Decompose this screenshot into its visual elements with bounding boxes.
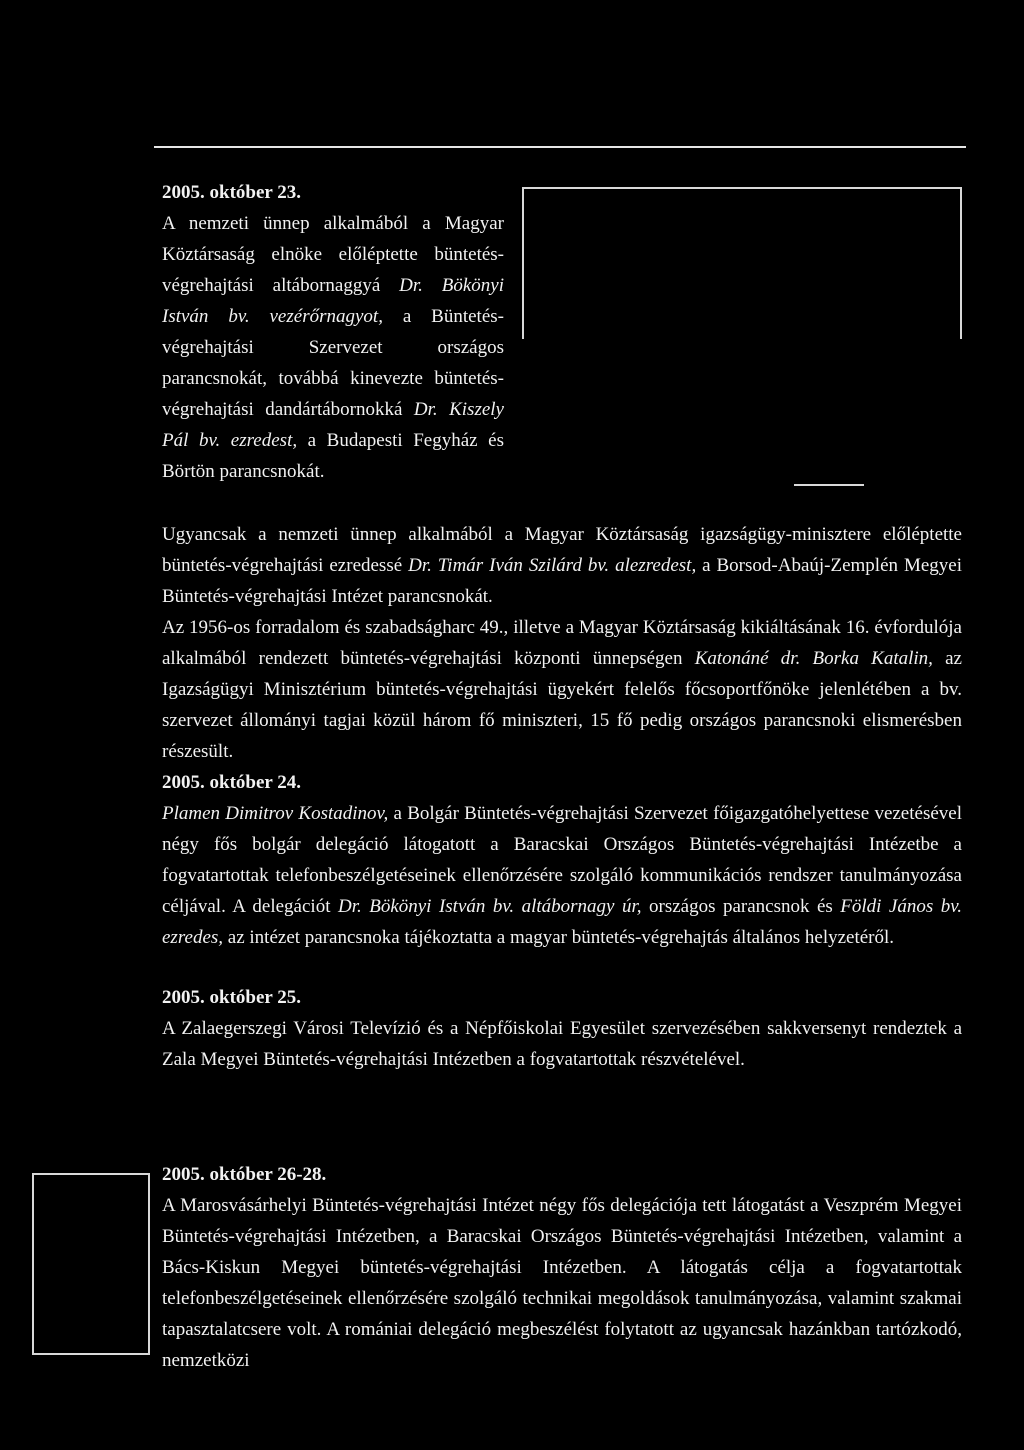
text-span: a Bolgár Büntetés-végrehajtási Szervezet főigazgatóhelyettese vezetésével négy fős bolgár delegáció látogatott a Baracskai Országos Büntetés-végrehajtási Intézetbe a fogvatartottak telefonbeszélgetéseinek ellenőrzésére szolgáló kommunikációs rendszer tanulmányozása céljával. A delegációt (162, 802, 962, 917)
entry-oct-25 (162, 983, 962, 1076)
text-span: A nemzeti ünnep alkalmából a Magyar Köztársaság elnöke előléptette büntetés-végrehajtási altábornaggyá (162, 212, 504, 296)
entry-text (162, 209, 504, 488)
image-frame-left (32, 1173, 150, 1355)
person-name: Dr. Bökönyi István bv. vezérőrnagyot, (162, 274, 504, 327)
entry-text (162, 799, 962, 954)
image-frame (522, 187, 962, 339)
top-rule (154, 146, 966, 148)
text-span: Az 1956-os forradalom és szabadságharc 49., illetve a Magyar Köztársaság kikiáltásának 16. évfordulója alkalmából rendezett büntetés-végrehajtási központi ünnepségen (162, 616, 962, 669)
person-name: Dr. Bökönyi István bv. altábornagy úr, (337, 895, 642, 917)
text-span: a Borsod-Abaúj-Zemplén Megyei Büntetés-végrehajtási Intézet parancsnokát. (162, 554, 962, 607)
entry-date: 2005. október 25. (162, 986, 301, 1008)
text-span: az Igazságügyi Minisztérium büntetés-végrehajtási ügyekért felelős főcsoportfőnöke jelenlétében a bv. szervezet állományi tagjai közül három fő miniszteri, 15 fő pedig országos parancsnoki elismerésben részesült. (162, 647, 962, 762)
paragraph (162, 613, 962, 768)
person-name: Dr. Kiszely Pál bv. ezredest, (162, 398, 504, 451)
person-name: Plamen Dimitrov Kostadinov, (162, 802, 389, 824)
entry-text: A Marosvásárhelyi Büntetés-végrehajtási Intézet négy fős delegációja tett látogatást a Veszprém Megyei Büntetés-végrehajtási Intézetben, a Baracskai Országos Büntetés-végrehajtási Intézetben, valamint a Bács-Kiskun Megyei büntetés-végrehajtási Intézetben. A látogatás célja a fogvatartottak telefonbeszélgetéseinek ellenőrzésére szolgáló technikai megoldások tanulmányozása, valamint szakmai tapasztalatcsere volt. A romániai delegáció megbeszélést folytatott az ugyancsak hazánkban tartózkodó, nemzetközi (162, 1194, 962, 1371)
person-name: Földi János bv. ezredes, (162, 895, 963, 948)
person-name: Katonáné dr. Borka Katalin, (694, 647, 933, 669)
entry-date: 2005. október 23. (162, 182, 301, 203)
entry-date: 2005. október 24. (162, 771, 301, 793)
person-name: Dr. Timár Iván Szilárd bv. alezredest, (408, 554, 697, 576)
entry-date: 2005. október 26-28. (162, 1164, 327, 1185)
text-span: országos parancsnok és (641, 895, 841, 917)
text-span: az intézet parancsnoka tájékoztatta a magyar büntetés-végrehajtás általános helyzetéről. (223, 926, 895, 948)
entry-oct-23 (162, 178, 504, 488)
entry-oct-24 (162, 768, 962, 954)
caption-rule (794, 484, 864, 486)
text-span: a Budapesti Fegyház és Börtön parancsnokát. (162, 429, 504, 482)
main-column (162, 520, 962, 1104)
entry-oct-26-28 (162, 1160, 962, 1377)
entry-text: A Zalaegerszegi Városi Televízió és a Népfőiskolai Egyesület szervezésében sakkversenyt rendeztek a Zala Megyei Büntetés-végrehajtási Intézetben a fogvatartottak részvételével. (162, 1017, 962, 1070)
paragraph (162, 520, 962, 613)
text-span: Ugyancsak a nemzeti ünnep alkalmából a Magyar Köztársaság igazságügy-minisztere előléptette büntetés-végrehajtási ezredessé (162, 524, 962, 576)
text-span: a Büntetés-végrehajtási Szervezet országos parancsnokát, továbbá kinevezte büntetés-végrehajtási dandártábornokká (162, 305, 504, 420)
